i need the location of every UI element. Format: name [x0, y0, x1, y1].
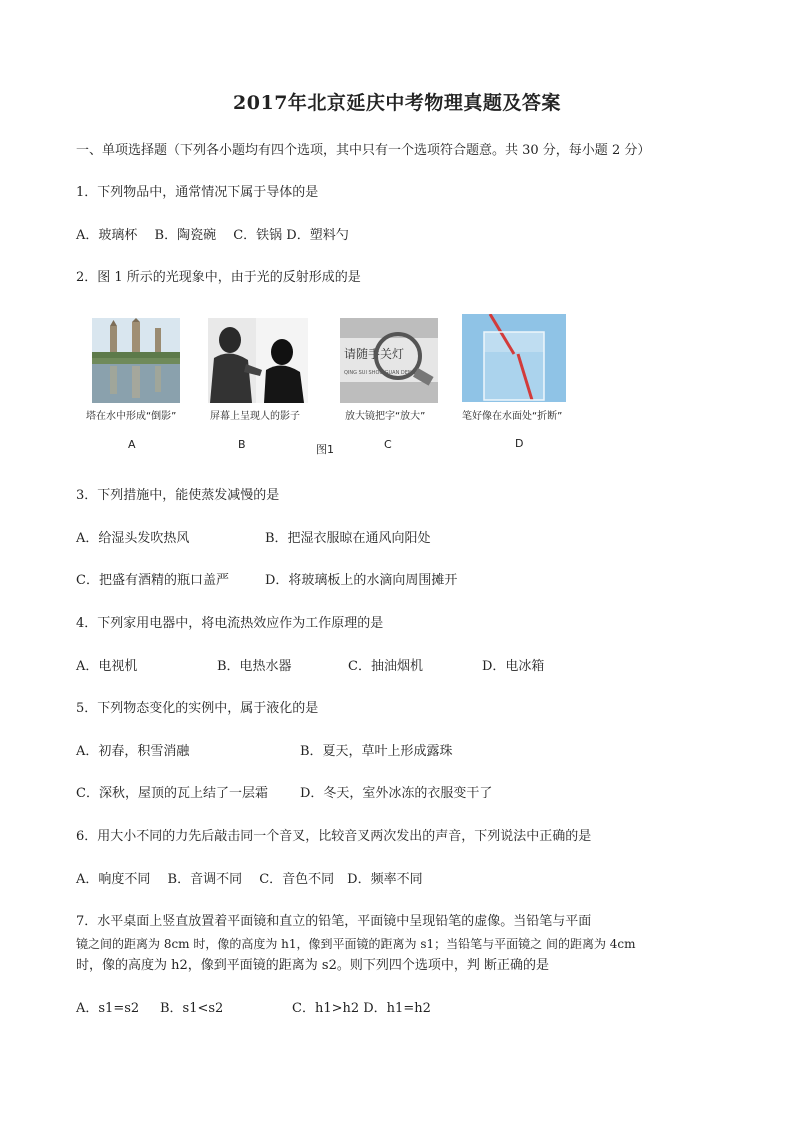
question-7-line-2: 镜之间的距离为 8cm 时，像的高度为 h1，像到平面镜的距离为 s1；当铅笔与平面镜之 间的距离为 4cm	[76, 937, 636, 951]
question-7-option-a: A．s1=s2	[76, 1001, 140, 1016]
question-4-stem: 4．下列家用电器中，将电流热效应作为工作原理的是	[76, 616, 384, 631]
figure-letter: D	[515, 437, 524, 450]
question-1-stem: 1．下列物品中，通常情况下属于导体的是	[76, 185, 319, 200]
question-7-line-1: 7．水平桌面上竖直放置着平面镜和直立的铅笔，平面镜中呈现铅笔的虚像。当铅笔与平面	[76, 914, 592, 929]
sign-pinyin: QING SUI SHOU GUAN DENG	[344, 370, 416, 376]
question-3-stem: 3．下列措施中，能使蒸发减慢的是	[76, 488, 280, 503]
question-5-option-c: C．深秋，屋顶的瓦上结了一层霜	[76, 786, 268, 801]
figure-letter: A	[128, 438, 136, 451]
pencil-in-water-image	[462, 314, 566, 402]
question-4-option-c: C．抽油烟机	[348, 659, 423, 674]
question-4-option-b: B．电热水器	[217, 659, 292, 674]
question-1-options: A．玻璃杯 B．陶瓷碗 C．铁锅 D．塑料勺	[76, 228, 349, 243]
question-3-option-a: A．给湿头发吹热风	[76, 531, 190, 546]
question-3-option-c: C．把盛有酒精的瓶口盖严	[76, 573, 229, 588]
question-7-option-cd: C．h1>h2 D．h1=h2	[292, 1001, 431, 1016]
question-7-option-b: B．s1<s2	[160, 1001, 224, 1016]
question-7-line-3: 时，像的高度为 h2，像到平面镜的距离为 s2。则下列四个选项中，判 断正确的是	[76, 958, 549, 973]
question-5-option-a: A．初春，积雪消融	[76, 744, 190, 759]
question-5-stem: 5．下列物态变化的实例中，属于液化的是	[76, 701, 319, 716]
sign-text: 请随手关灯	[344, 347, 405, 361]
question-6-options: A．响度不同 B．音调不同 C．音色不同 D．频率不同	[76, 872, 423, 887]
figure-caption: 屏幕上呈现人的影子	[210, 411, 300, 422]
figure-caption: 笔好像在水面处“折断”	[462, 411, 563, 422]
page-title: 2017年北京延庆中考物理真题及答案	[233, 92, 561, 114]
question-6-stem: 6．用大小不同的力先后敲击同一个音叉，比较音叉两次发出的声音，下列说法中正确的是	[76, 829, 592, 844]
question-3-option-b: B．把湿衣服晾在通风向阳处	[265, 531, 431, 546]
question-4-option-d: D．电冰箱	[482, 659, 545, 674]
question-2-stem: 2．图 1 所示的光现象中，由于光的反射形成的是	[76, 270, 361, 285]
figure-label: 图1	[316, 443, 334, 456]
figure-letter: C	[384, 438, 392, 451]
section-heading: 一、单项选择题（下列各小题均有四个选项，其中只有一个选项符合题意。共 30 分，每小题 2 分）	[76, 143, 651, 158]
figure-caption: 塔在水中形成“倒影”	[86, 411, 177, 422]
question-4-option-a: A．电视机	[76, 659, 138, 674]
magnifier-sign-image	[340, 318, 438, 403]
pagoda-reflection-image	[92, 318, 180, 403]
question-3-option-d: D．将玻璃板上的水滴向周围摊开	[265, 573, 458, 588]
question-5-option-b: B．夏天，草叶上形成露珠	[300, 744, 453, 759]
figure-letter: B	[238, 438, 246, 451]
person-shadow-image	[208, 318, 308, 403]
question-5-option-d: D．冬天，室外冰冻的衣服变干了	[300, 786, 493, 801]
figure-caption: 放大镜把字“放大”	[345, 411, 426, 422]
